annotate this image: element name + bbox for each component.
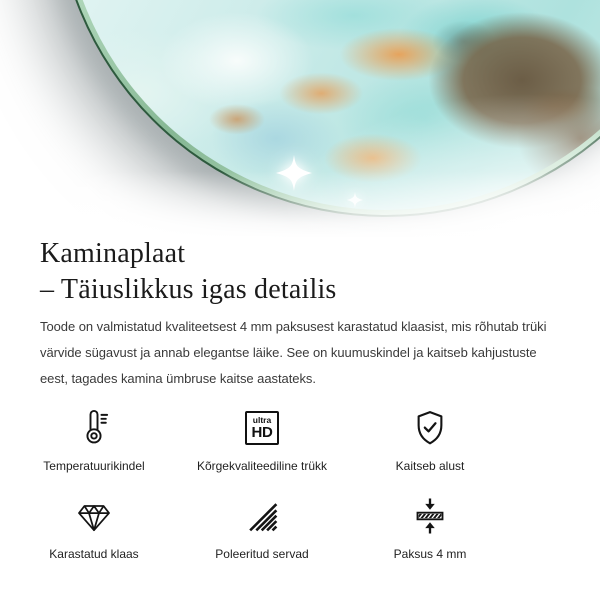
feature-polished-edges xyxy=(178,494,346,562)
product-description-section xyxy=(0,236,600,392)
feature-protects-base xyxy=(346,406,514,474)
page-title-line2: – Täiuslikkus igas detailis xyxy=(40,274,337,305)
intro-paragraph: Toode on valmistatud kvaliteetsest 4 mm paksusest karastatud klaasist, mis rõhutab trüki värvide sügavust ja annab elegantse läike. See on kuumuskindel ja kaitseb kahjustuste eest, tagades kamina ümbruse kaitse aastateks. xyxy=(40,319,547,386)
feature-thickness-4mm xyxy=(346,494,514,562)
sparkle-icon xyxy=(347,192,363,208)
feature-label: Kõrgekvaliteediline trükk xyxy=(196,459,328,473)
page-title-line1: Kaminaplaat xyxy=(40,238,186,269)
feature-label: Kaitseb alust xyxy=(395,459,465,473)
feature-temperature-resistant xyxy=(10,406,178,474)
page-title xyxy=(40,236,560,308)
feature-tempered-glass xyxy=(10,494,178,562)
feature-label: Temperatuurikindel xyxy=(43,459,145,473)
thickness-icon xyxy=(400,494,460,538)
feature-label: Paksus 4 mm xyxy=(393,547,467,561)
sparkle-icon xyxy=(276,155,312,191)
glass-plate xyxy=(55,0,600,217)
hero-product-image xyxy=(0,0,600,238)
feature-ultra-hd-print xyxy=(178,406,346,474)
feature-label: Karastatud klaas xyxy=(49,547,139,561)
thermometer-icon xyxy=(64,406,124,450)
feature-label: Poleeritud servad xyxy=(215,547,309,561)
features-grid xyxy=(10,406,514,562)
ultra-hd-icon xyxy=(232,406,292,450)
ultra-hd-icon-text-bottom: HD xyxy=(251,424,273,441)
diamond-icon xyxy=(64,494,124,538)
ultra-hd-icon-text-top: ultra xyxy=(252,415,272,425)
shield-check-icon xyxy=(400,406,460,450)
polished-edges-icon xyxy=(232,494,292,538)
